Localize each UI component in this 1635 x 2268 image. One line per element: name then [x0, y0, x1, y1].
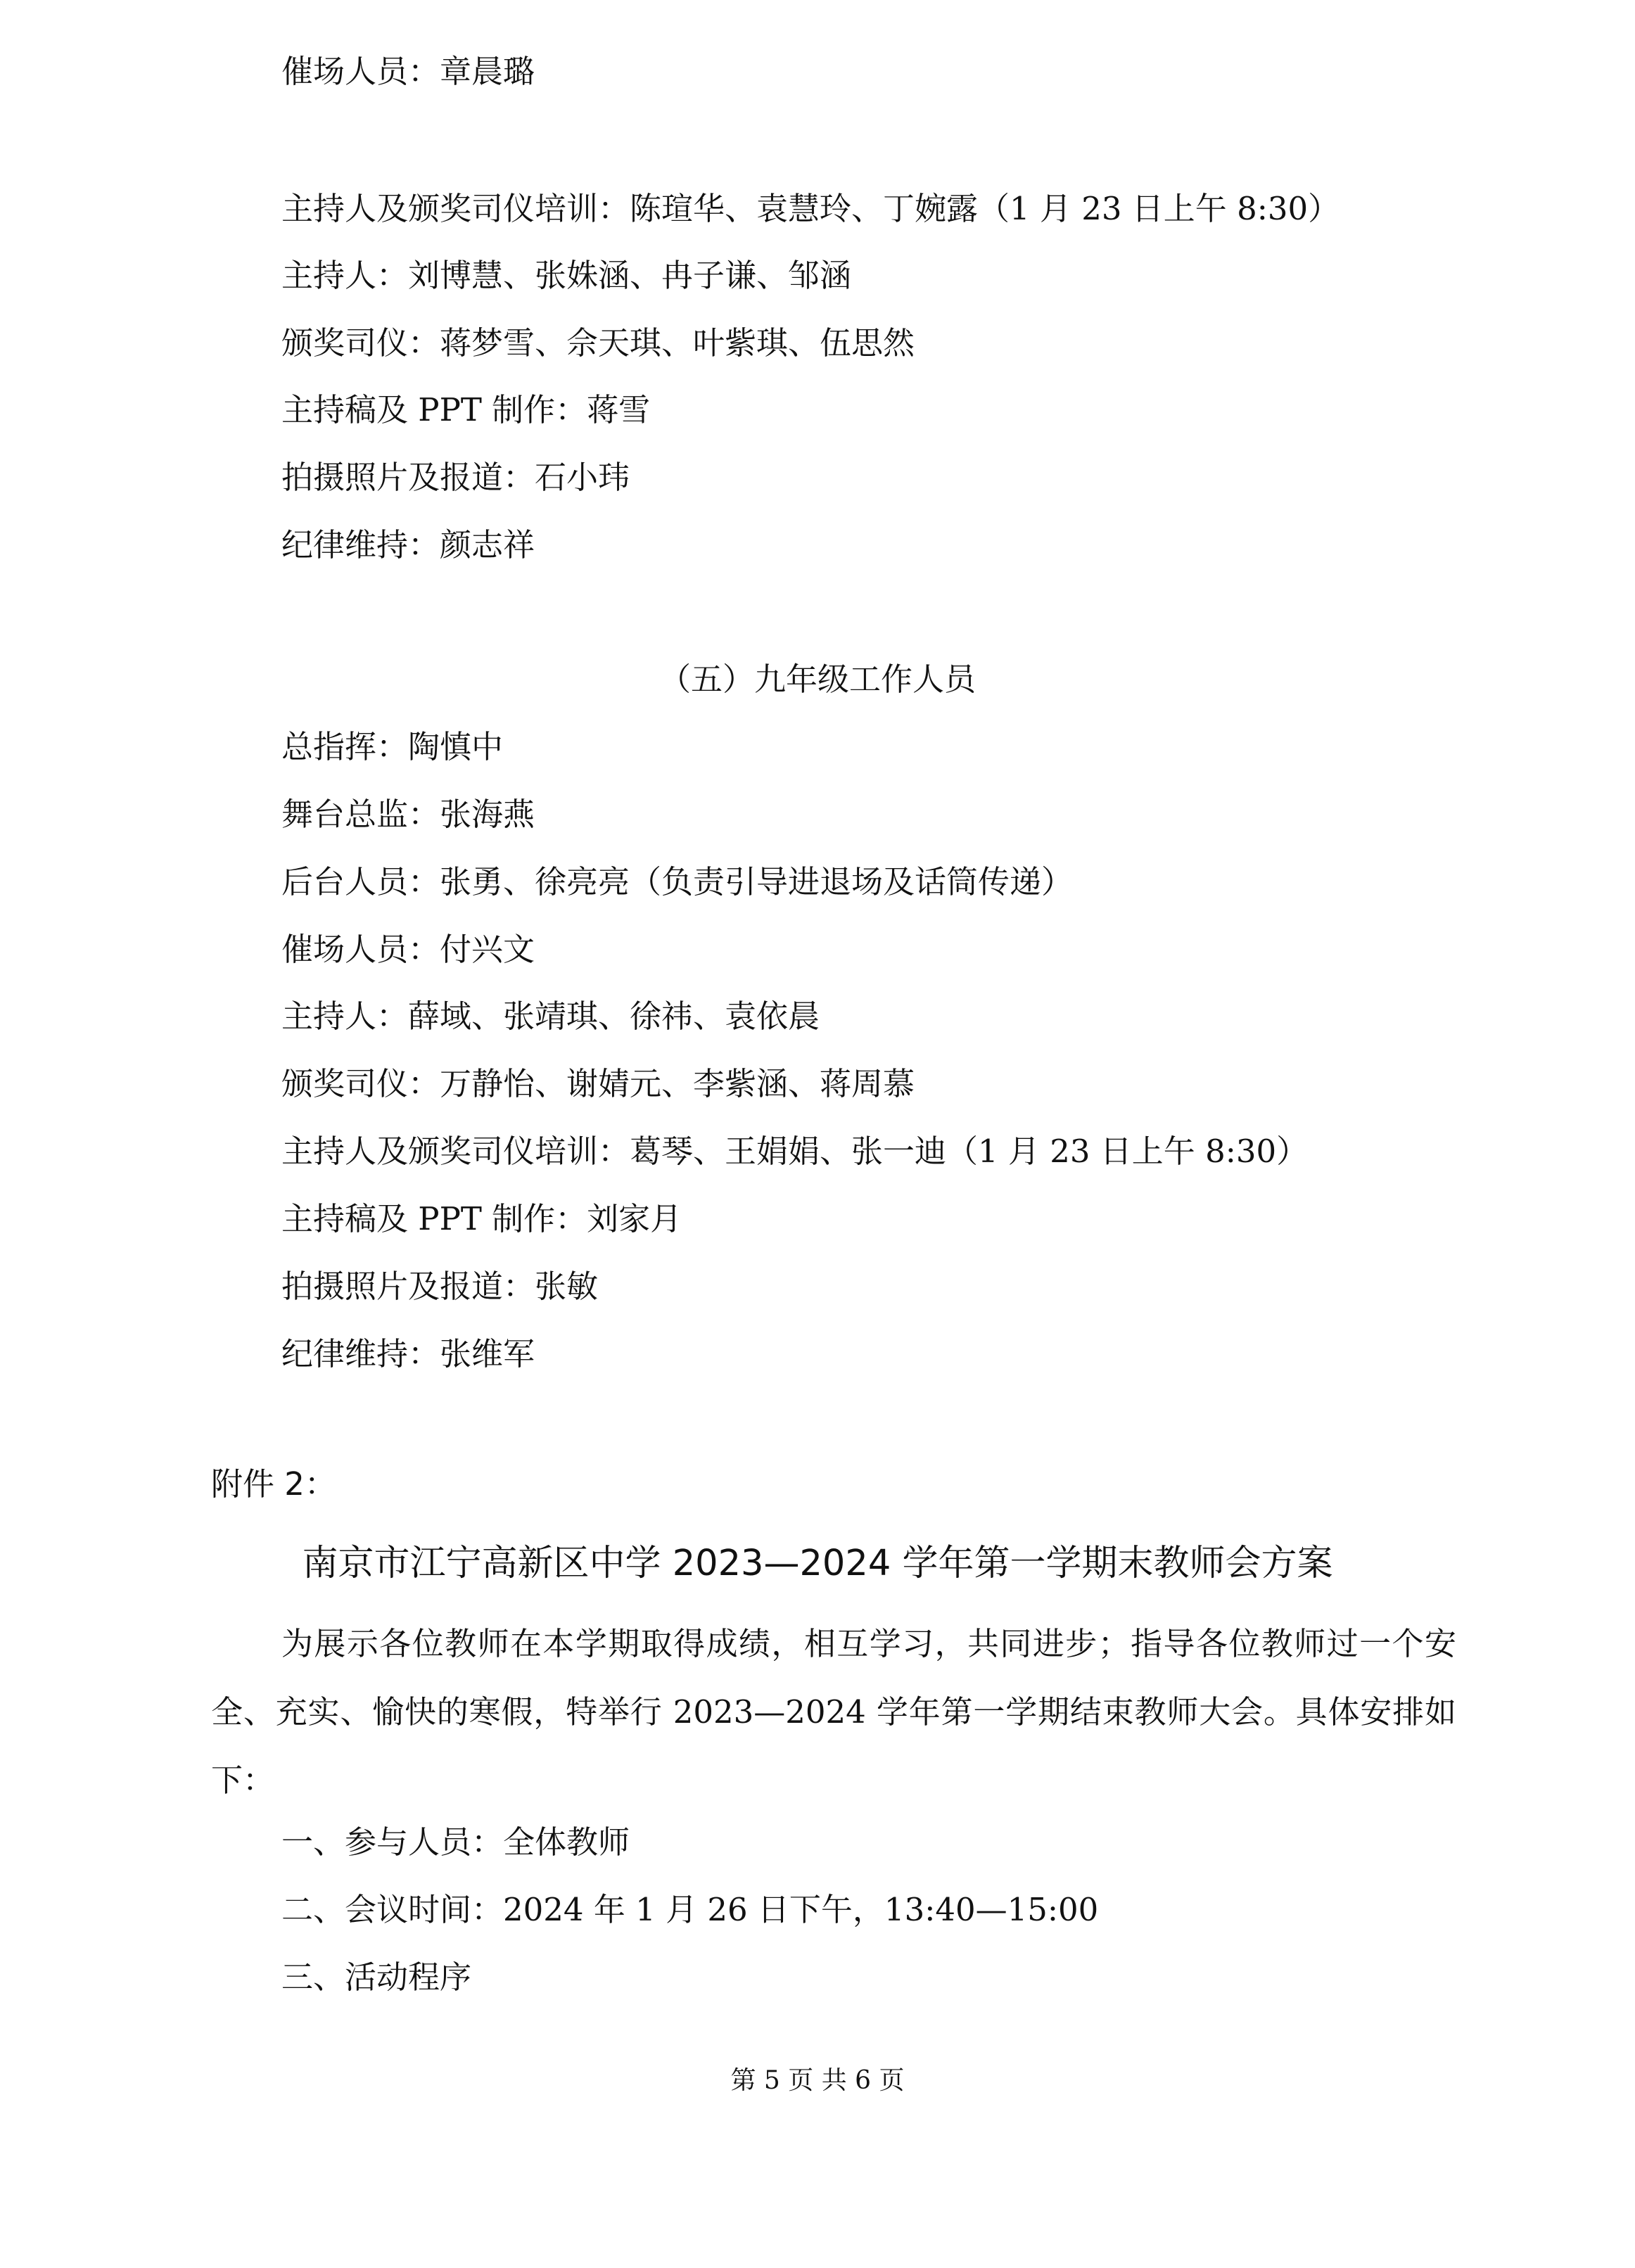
photo-report-line: 拍摄照片及报道：张敏: [281, 1268, 599, 1305]
list-item: 二、会议时间：2024 年 1 月 26 日下午，13:40—15:00: [281, 1891, 1099, 1928]
trainer-line: 主持人及颁奖司仪培训：陈瑄华、袁慧玲、丁婉露（1 月 23 日上午 8:30）: [281, 190, 1340, 227]
usher-line: 催场人员：付兴文: [281, 931, 535, 968]
stage-director-line: 舞台总监：张海燕: [281, 796, 535, 833]
discipline-line: 纪律维持：颜志祥: [281, 526, 535, 563]
discipline-line: 纪律维持：张维军: [281, 1335, 535, 1372]
script-ppt-line: 主持稿及 PPT 制作：蒋雪: [281, 391, 651, 428]
trainer-line: 主持人及颁奖司仪培训：葛琴、王娟娟、张一迪（1 月 23 日上午 8:30）: [281, 1133, 1309, 1170]
backstage-line: 后台人员：张勇、徐亮亮（负责引导进退场及话筒传递）: [281, 863, 1074, 900]
photo-report-line: 拍摄照片及报道：石小玮: [281, 459, 630, 496]
hosts-line: 主持人：薛域、张靖琪、徐祎、袁依晨: [281, 998, 820, 1035]
list-item: 一、参与人员：全体教师: [281, 1823, 630, 1861]
attachment-label: 附件 2：: [211, 1465, 336, 1503]
attachment-title: 南京市江宁高新区中学 2023—2024 学年第一学期末教师会方案: [302, 1543, 1333, 1584]
chief-line: 总指挥：陶慎中: [281, 728, 504, 765]
list-item: 三、活动程序: [281, 1958, 472, 1996]
usher-line: 催场人员：章晨璐: [281, 53, 535, 90]
hosts-line: 主持人：刘博慧、张姝涵、冉子谦、邹涵: [281, 257, 852, 294]
script-ppt-line: 主持稿及 PPT 制作：刘家月: [281, 1200, 682, 1237]
presenters-line: 颁奖司仪：蒋梦雪、佘天琪、叶紫琪、伍思然: [281, 324, 915, 362]
intro-paragraph: 为展示各位教师在本学期取得成绩，相互学习，共同进步；指导各位教师过一个安全、充实、愉快的寒假，特举行 2023—2024 学年第一学期结束教师大会。具体安排如下：: [211, 1625, 1456, 1799]
section-title: （五）九年级工作人员: [659, 661, 976, 698]
presenters-line: 颁奖司仪：万静怡、谢婧元、李紫涵、蒋周慕: [281, 1065, 915, 1102]
page-number: 第 5 页 共 6 页: [730, 2066, 905, 2095]
